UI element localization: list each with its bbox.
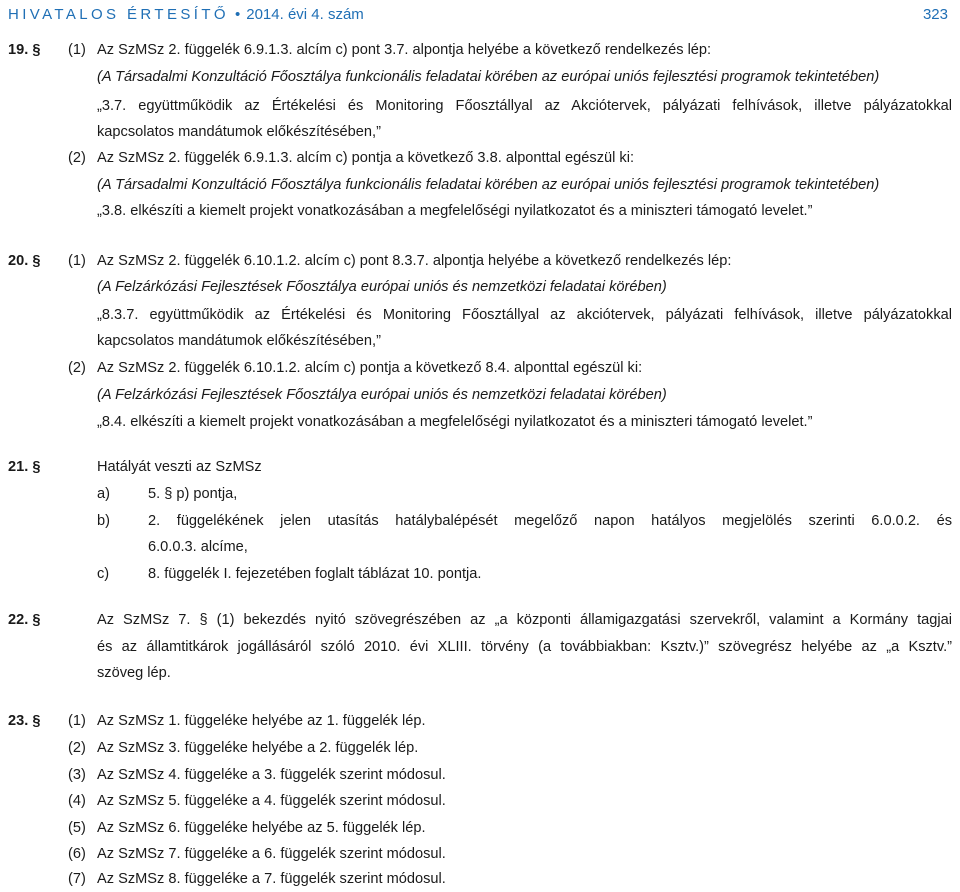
- paragraph-text: Az SzMSz 1. függeléke helyébe az 1. függelék lép.: [97, 713, 426, 729]
- italic-heading: (A Felzárkózási Fejlesztések Főosztálya európai uniós és nemzetközi feladatai körében): [97, 279, 667, 295]
- paragraph-number: (2): [68, 740, 86, 756]
- list-text: 6.0.0.3. alcíme,: [148, 539, 248, 555]
- paragraph-text: Az SzMSz 6. függeléke helyébe az 5. függelék lép.: [97, 820, 426, 836]
- paragraph-number: (4): [68, 793, 86, 809]
- list-item: [0, 788, 960, 814]
- paragraph-number: (3): [68, 767, 86, 783]
- section-20-line: [0, 248, 960, 274]
- italic-heading: (A Társadalmi Konzultáció Főosztálya funkcionális feladatai körében az európai uniós fejlesztési programok tekintetében): [97, 177, 880, 193]
- list-item: [0, 735, 960, 761]
- paragraph-text: és az államtitkárok jogállásáról szóló 2010. évi XLIII. törvény (a továbbiakban: Ksztv.)” szövegrész helyébe az „a Ksztv.”: [97, 639, 952, 655]
- paragraph-text: Az SzMSz 7. § (1) bekezdés nyitó szövegrészében az „a központi államigazgatási szervekről, valamint a Kormány tagjai: [97, 612, 952, 628]
- section-number: 22. §: [8, 612, 41, 628]
- page-number: 323: [922, 6, 948, 23]
- list-label: b): [97, 513, 110, 529]
- list-item: [0, 481, 960, 507]
- quoted-text: kapcsolatos mandátumok előkészítésében,”: [97, 124, 381, 140]
- section-22-line: [0, 607, 960, 633]
- paragraph-text: Az SzMSz 2. függelék 6.9.1.3. alcím c) pontja a következő 3.8. alponttal egészül ki:: [97, 150, 635, 166]
- publication-title: HIVATALOS ÉRTESÍTŐ: [8, 6, 229, 23]
- italic-heading: (A Felzárkózási Fejlesztések Főosztálya európai uniós és nemzetközi feladatai körében): [97, 387, 667, 403]
- list-item: [0, 841, 960, 867]
- quoted-text: „3.7. együttműködik az Értékelési és Monitoring Főosztállyal az Akciótervek, pályázati felhívások, illetve pályázatokkal: [97, 98, 952, 114]
- section-number: 20. §: [8, 253, 41, 269]
- list-item: [0, 508, 960, 534]
- paragraph-number: (1): [68, 42, 86, 58]
- list-item: [0, 762, 960, 788]
- paragraph-number: (7): [68, 871, 86, 887]
- paragraph-text: Az SzMSz 2. függelék 6.9.1.3. alcím c) pont 3.7. alpontja helyébe a következő rendelkezés lép:: [97, 42, 712, 58]
- paragraph-text: Az SzMSz 2. függelék 6.10.1.2. alcím c) pont 8.3.7. alpontja helyébe a következő rendelkezés lép:: [97, 253, 732, 269]
- paragraph-text: Az SzMSz 3. függeléke helyébe a 2. függelék lép.: [97, 740, 419, 756]
- paragraph-text: Az SzMSz 8. függeléke a 7. függelék szerint módosul.: [97, 871, 446, 887]
- quoted-text: „8.3.7. együttműködik az Értékelési és Monitoring Főosztállyal az akciótervek, pályázati felhívások, illetve pályázatokkal: [97, 307, 952, 323]
- paragraph-text: Az SzMSz 4. függeléke a 3. függelék szerint módosul.: [97, 767, 446, 783]
- paragraph-text: szöveg lép.: [97, 665, 171, 681]
- paragraph-number: (1): [68, 713, 86, 729]
- paragraph-text: Az SzMSz 7. függeléke a 6. függelék szerint módosul.: [97, 846, 446, 862]
- list-text: 2. függelékének jelen utasítás hatálybalépését megelőző napon hatályos megjelölés szerinti 6.0.0.2. és: [148, 513, 952, 529]
- list-text: 5. § p) pontja,: [148, 486, 238, 502]
- paragraph-number: (6): [68, 846, 86, 862]
- paragraph-number: (2): [68, 150, 86, 166]
- list-label: c): [97, 566, 110, 582]
- list-item: [0, 561, 960, 587]
- section-number: 19. §: [8, 42, 41, 58]
- quoted-text: „3.8. elkészíti a kiemelt projekt vonatkozásában a megfelelőségi nyilatkozatot és a miniszteri támogató levelet.”: [97, 203, 813, 219]
- list-item: [0, 815, 960, 841]
- section-number: 21. §: [8, 459, 41, 475]
- section-23-line: [0, 708, 960, 734]
- issue-label: 2014. évi 4. szám: [246, 6, 364, 23]
- section-19-line: [0, 37, 960, 63]
- paragraph-number: (5): [68, 820, 86, 836]
- italic-heading: (A Társadalmi Konzultáció Főosztálya funkcionális feladatai körében az európai uniós fejlesztési programok tekintetében): [97, 69, 880, 85]
- header-separator: •: [234, 6, 241, 23]
- section-21-line: [0, 454, 960, 480]
- paragraph-number: (1): [68, 253, 86, 269]
- list-text: 8. függelék I. fejezetében foglalt táblázat 10. pontja.: [148, 566, 482, 582]
- page-header: [8, 4, 948, 26]
- quoted-text: „8.4. elkészíti a kiemelt projekt vonatkozásában a megfelelőségi nyilatkozatot és a miniszteri támogató levelet.”: [97, 414, 813, 430]
- section-number: 23. §: [8, 713, 41, 729]
- paragraph-text: Az SzMSz 2. függelék 6.10.1.2. alcím c) pontja a következő 8.4. alponttal egészül ki:: [97, 360, 643, 376]
- list-label: a): [97, 486, 110, 502]
- section-20-para-2: [0, 355, 960, 381]
- quoted-text: kapcsolatos mandátumok előkészítésében,”: [97, 333, 381, 349]
- paragraph-text: Az SzMSz 5. függeléke a 4. függelék szerint módosul.: [97, 793, 446, 809]
- paragraph-text: Hatályát veszti az SzMSz: [97, 459, 262, 475]
- list-item: [0, 866, 960, 892]
- section-19-para-2: [0, 145, 960, 171]
- paragraph-number: (2): [68, 360, 86, 376]
